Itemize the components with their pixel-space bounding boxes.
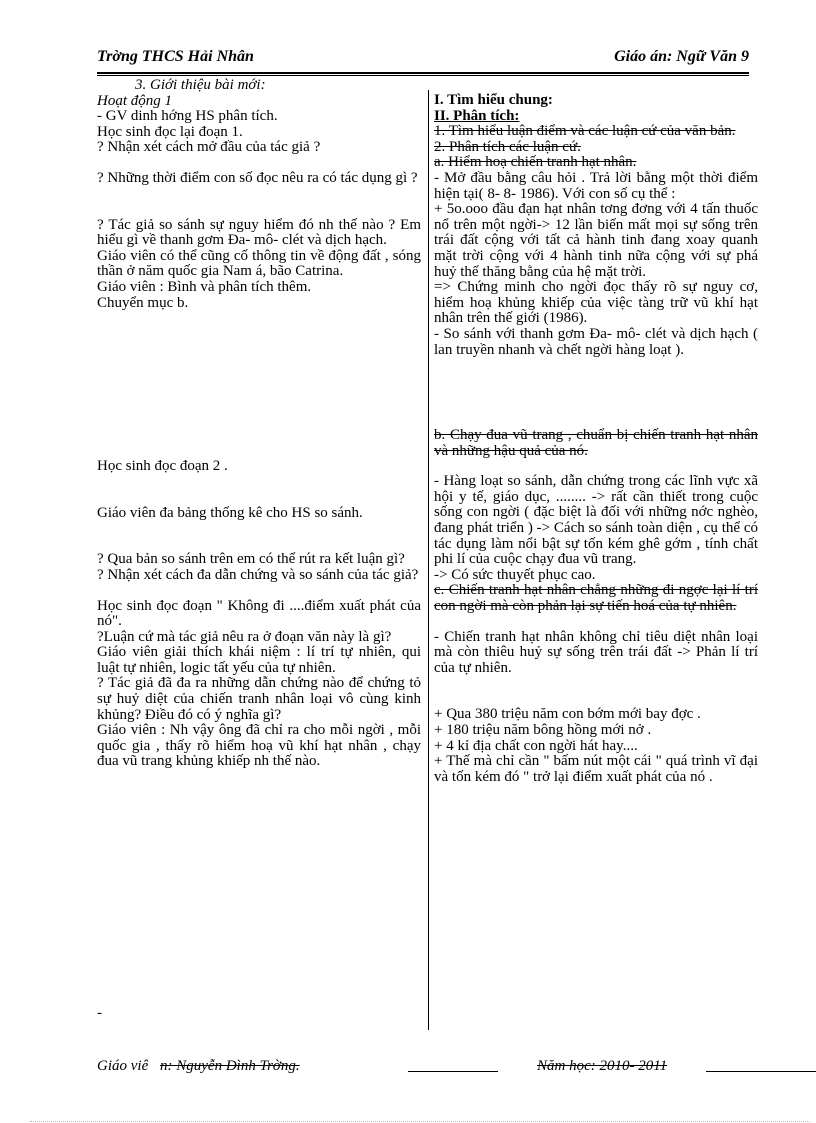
- left-paragraph: ? Tác giả đã đa ra những dẫn chứng nào để chứng tỏ sự huỷ diệt của chiến tranh nhân loại vô cùng kinh khủng? Điều đó có ý nghĩa gì?: [97, 675, 421, 723]
- left-paragraph: ? Qua bản so sánh trên em có thể rút ra kết luận gì?: [97, 551, 405, 568]
- right-paragraph: + 4 kỉ địa chất con ngời hát hay....: [434, 737, 638, 754]
- left-paragraph: Giáo viên giải thích khái niệm : lí trí tự nhiên, qui luật tự nhiên, logic tất yếu của tự nhiên.: [97, 644, 421, 676]
- right-paragraph: + 180 triệu năm bông hồng mới nở .: [434, 722, 652, 738]
- right-paragraph: - So sánh với thanh gơm Đa- mô- clét và dịch hạch ( lan truyền nhanh và chết ngời hàng loạt ).: [434, 325, 758, 358]
- right-paragraph: + Qua 380 triệu năm con bớm mới bay đợc .: [434, 706, 701, 723]
- right-column: [434, 93, 758, 785]
- right-paragraph: II. Phân tích:: [434, 107, 520, 124]
- left-paragraph: ? Tác giả so sánh sự nguy hiểm đó nh thế nào ? Em hiểu gì về thanh gơm Đa- mô- clét và dịch hạch.: [97, 216, 421, 249]
- right-paragraph: - Chiến tranh hạt nhân không chỉ tiêu diệt nhân loại mà còn thiêu huỷ sự sống trên trái đất -> Phản lí trí của tự nhiên.: [434, 628, 758, 676]
- right-paragraph: 1. Tìm hiểu luận điểm và các luận cứ của văn bản.: [434, 123, 736, 140]
- page-footer: [97, 1058, 816, 1080]
- footer-line-2: [706, 1071, 816, 1072]
- left-paragraph: 3. Giới thiệu bài mới:: [135, 77, 266, 93]
- right-paragraph: I. Tìm hiểu chung:: [434, 92, 553, 108]
- dash-mark: -: [97, 1005, 102, 1021]
- right-paragraph: - Hàng loạt so sánh, dẫn chứng trong các lĩnh vực xã hội y tế, giáo dục, ........ -> rất cần thiết trong cuộc sống con ngời ( đặc biệt là đối với những nớc nghèo, đang phát triển ) -> Cách so sánh toàn diện , cụ thể có tác dụng làm nổi bật sự tốn kém ghê gớm , tính chất phi lí của cuộc chạy đua vũ trang.: [434, 473, 758, 568]
- column-divider: [428, 90, 429, 1030]
- school-year: Năm học: 2010- 2011: [537, 1058, 668, 1074]
- left-paragraph: Học sinh đọc đoạn 2 .: [97, 458, 228, 475]
- left-paragraph: Giáo viên : Bình và phân tích thêm.: [97, 278, 312, 295]
- left-paragraph: ? Nhận xét cách đa dẫn chứng và so sánh của tác giả?: [97, 566, 419, 583]
- left-paragraph: Giáo viên có thể cũng cố thông tin về động đất , sóng thần ở năm quốc gia Nam á, bão Catrina.: [97, 247, 421, 280]
- left-paragraph: ?Luận cứ mà tác giả nêu ra ở đoạn văn này là gì?: [97, 628, 392, 645]
- left-paragraph: Chuyển mục b.: [97, 294, 189, 311]
- left-paragraph: Học sinh đọc đoạn " Không đi ....điểm xuất phát của nó".: [97, 597, 421, 630]
- right-paragraph: + 5o.ooo đầu đạn hạt nhân tơng đơng với 4 tấn thuốc nổ trên một ngời-> 12 lần biến mất mọi sự sống trên trái đất cộng với tất cả hành tinh đang xoay quanh mặt trời cộng với 4 hành tinh nữa cộng với sự phá huỷ thế thăng bằng của hệ mặt trời.: [434, 201, 758, 280]
- footer-line-1: [408, 1071, 498, 1072]
- subject-title: Giáo án: Ngữ Văn 9: [614, 48, 749, 65]
- school-name: Trờng THCS Hải Nhân: [97, 48, 254, 65]
- page-header: [97, 48, 749, 72]
- left-paragraph: Hoạt động 1: [97, 92, 172, 109]
- left-paragraph: ? Nhận xét cách mở đầu của tác giả ?: [97, 139, 321, 156]
- right-paragraph: c. Chiến tranh hạt nhân chẳng những đi ngợc lại lí trí con ngời mà còn phản lại sự tiến hoá của tự nhiên.: [434, 582, 758, 615]
- right-paragraph: => Chứng minh cho ngời đọc thấy rõ sự nguy cơ, hiểm hoạ khủng khiếp của việc tàng trữ vũ khí hạt nhân trên thế giới (1986).: [434, 279, 758, 327]
- right-paragraph: b. Chạy đua vũ trang , chuẩn bị chiến tranh hạt nhân và những hậu quả của nó.: [434, 427, 758, 459]
- left-paragraph: - GV dinh hớng HS phân tích.: [97, 108, 278, 125]
- left-paragraph: Giáo viên : Nh vậy ông đã chỉ ra cho mỗi ngời , mỗi quốc gia , thấy rõ hiểm hoạ vũ khí hạt nhân , chạy đua vũ trang khủng khiếp nh thế nào.: [97, 722, 421, 770]
- header-rule-thin: [97, 75, 749, 76]
- right-paragraph: 2. Phân tích các luận cứ.: [434, 138, 581, 155]
- left-paragraph: Học sinh đọc lại đoạn 1.: [97, 123, 243, 140]
- teacher-label: Giáo viê: [97, 1058, 149, 1074]
- page-bottom-edge: [30, 1121, 810, 1122]
- left-column: [97, 78, 421, 770]
- teacher-name: n: Nguyễn Đình Trờng.: [160, 1058, 300, 1074]
- right-paragraph: -> Có sức thuyết phục cao.: [434, 566, 596, 583]
- right-paragraph: a. Hiểm hoạ chiến tranh hạt nhân.: [434, 154, 637, 171]
- right-paragraph: - Mở đầu bằng câu hỏi . Trả lời bằng một thời điểm hiện tại( 8- 8- 1986). Với con số cụ thể :: [434, 169, 758, 202]
- header-rule: [97, 72, 749, 74]
- right-paragraph: + Thế mà chỉ cần " bấm nút một cái " quá trình vĩ đại và tốn kém đó " trở lại điểm xuất phát của nó .: [434, 753, 758, 785]
- left-paragraph: Giáo viên đa bảng thống kê cho HS so sánh.: [97, 504, 363, 521]
- left-paragraph: ? Những thời điểm con số đọc nêu ra có tác dụng gì ?: [97, 169, 418, 186]
